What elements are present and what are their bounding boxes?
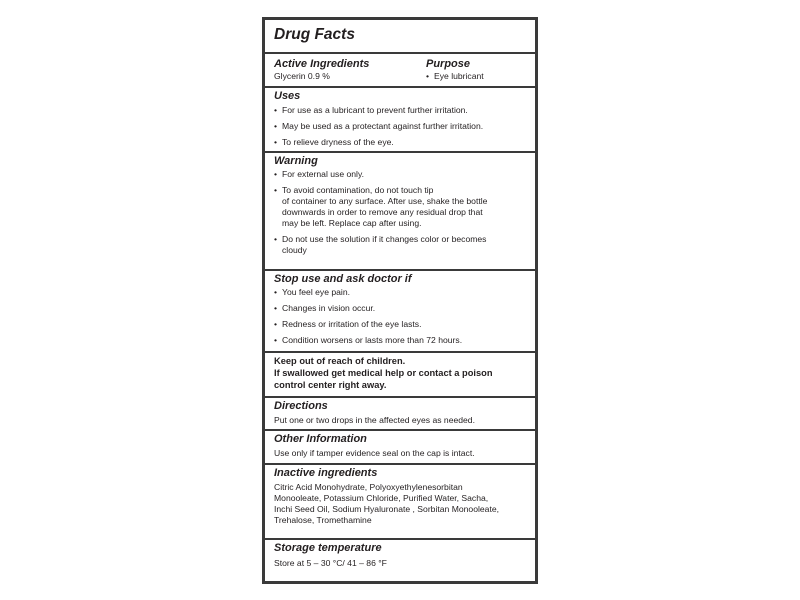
- directions-heading: Directions: [274, 400, 328, 412]
- inactive-ingredients-heading: Inactive ingredients: [274, 467, 378, 479]
- uses-heading: Uses: [274, 90, 301, 102]
- keep-out-section: [265, 351, 535, 396]
- purpose-heading: Purpose: [426, 58, 471, 70]
- page-title: Drug Facts: [274, 26, 355, 43]
- keep-out-line: Keep out of reach of children.: [274, 356, 406, 366]
- uses-section: [265, 86, 535, 151]
- active-ingredients-section: [265, 52, 535, 86]
- directions-section: [265, 396, 535, 429]
- keep-out-line: control center right away.: [274, 380, 387, 390]
- other-information-section: [265, 429, 535, 463]
- list-item: • Condition worsens or lasts more than 72 hours.: [274, 335, 463, 345]
- storage-text: Store at 5 – 30 °C/ 41 – 86 °F: [274, 558, 387, 568]
- other-information-text: Use only if tamper evidence seal on the cap is intact.: [274, 448, 475, 458]
- drug-facts-panel: [262, 17, 538, 584]
- list-item: • You feel eye pain.: [274, 287, 351, 297]
- list-item: • To avoid contamination, do not touch tip of container to any surface. After use, shake the bottle downwards in order to remove any residual drop that may be left. Replace cap after using.: [274, 185, 488, 228]
- directions-text: Put one or two drops in the affected eyes as needed.: [274, 415, 475, 425]
- list-item: • For external use only.: [274, 169, 364, 179]
- inactive-ingredients-line: Inchi Seed Oil, Sodium Hyaluronate , Sorbitan Monooleate,: [274, 504, 499, 514]
- other-information-heading: Other Information: [274, 433, 367, 445]
- inactive-ingredients-line: Trehalose, Tromethamine: [274, 515, 372, 525]
- stop-use-heading: Stop use and ask doctor if: [274, 273, 412, 285]
- keep-out-line: If swallowed get medical help or contact a poison: [274, 368, 493, 378]
- purpose-value: • Eye lubricant: [426, 71, 484, 81]
- list-item: • Do not use the solution if it changes color or becomes cloudy: [274, 234, 487, 255]
- list-item: • May be used as a protectant against further irritation.: [274, 121, 484, 131]
- inactive-ingredients-line: Monooleate, Potassium Chloride, Purified Water, Sacha,: [274, 493, 489, 503]
- active-ingredients-heading: Active Ingredients: [274, 58, 370, 70]
- active-ingredients-value: Glycerin 0.9 %: [274, 71, 330, 81]
- inactive-ingredients-line: Citric Acid Monohydrate, Polyoxyethylenesorbitan: [274, 482, 463, 492]
- warning-heading: Warning: [274, 155, 318, 167]
- list-item: • Changes in vision occur.: [274, 303, 376, 313]
- storage-heading: Storage temperature: [274, 542, 382, 554]
- list-item: • For use as a lubricant to prevent further irritation.: [274, 105, 468, 115]
- inactive-ingredients-section: [265, 463, 535, 538]
- title-section: [265, 20, 535, 52]
- list-item: • Redness or irritation of the eye lasts.: [274, 319, 422, 329]
- warning-section: [265, 151, 535, 269]
- stop-use-section: [265, 269, 535, 351]
- storage-section: [265, 538, 535, 575]
- list-item: • To relieve dryness of the eye.: [274, 137, 394, 147]
